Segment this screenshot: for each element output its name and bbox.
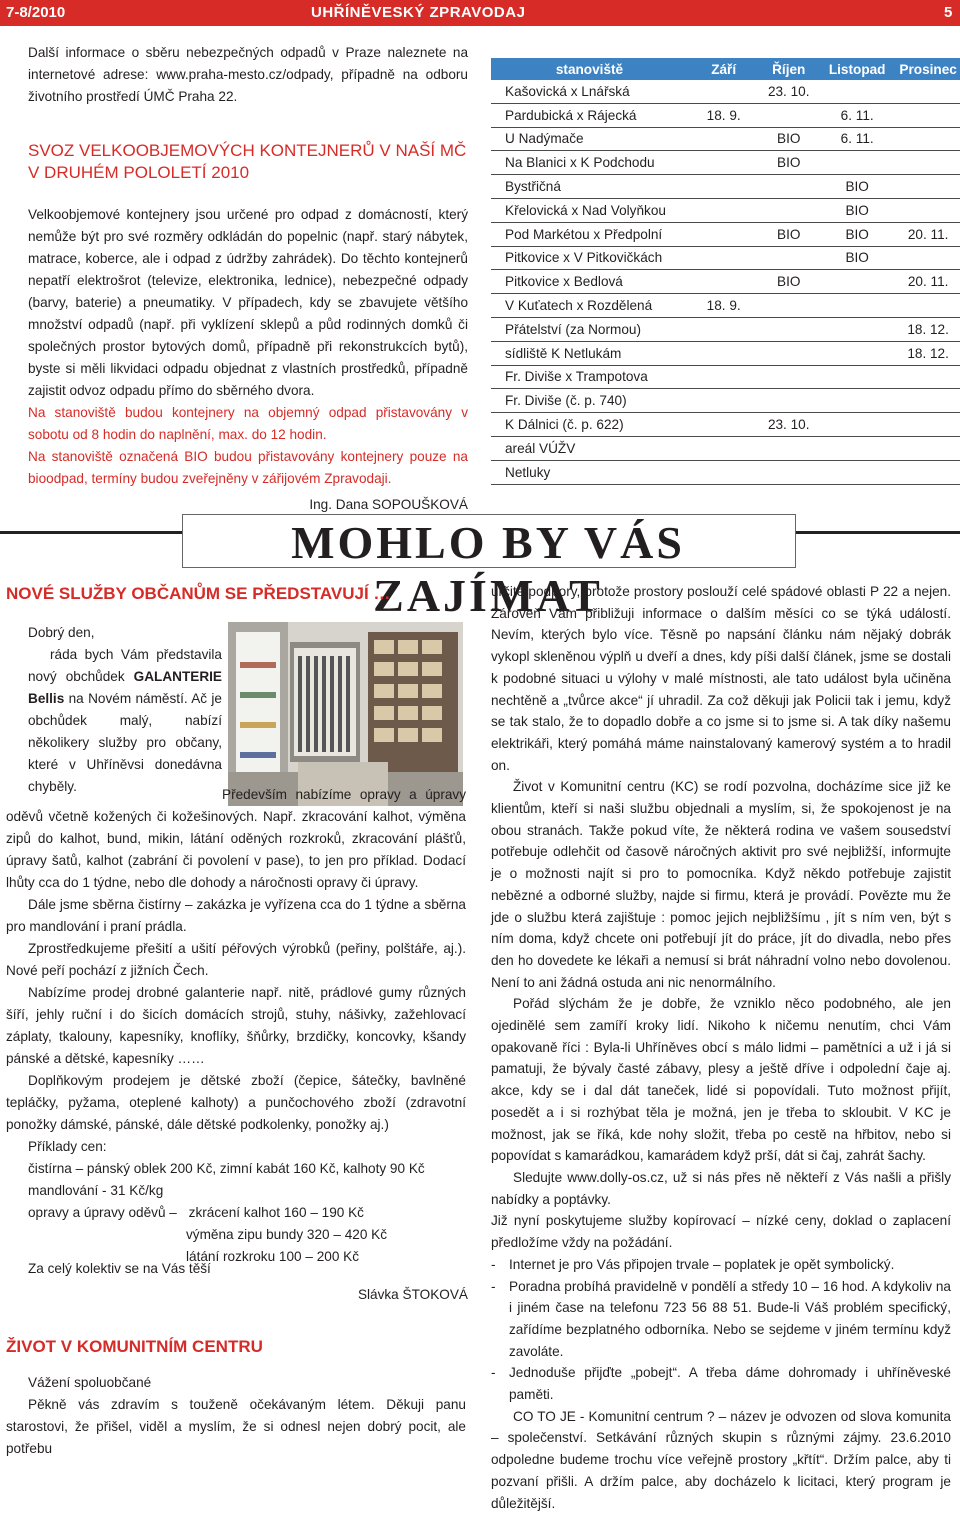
schedule-row: [491, 80, 960, 103]
schedule-date-cell: [818, 413, 896, 437]
article-bulky-waste: [28, 140, 468, 516]
price-example-mangling: mandlování - 31 Kč/kg: [28, 1183, 164, 1198]
price-example-crotch: látání rozkroku 100 – 200 Kč: [186, 1249, 360, 1264]
intro-text-block: [28, 42, 468, 108]
schedule-date-cell: BIO: [759, 222, 818, 246]
schedule-date-cell: [896, 151, 960, 175]
schedule-row: [491, 460, 960, 484]
schedule-date-cell: [896, 80, 960, 103]
bullet-visit: - Jednoduše přijďte „pobejt“. A třeba dáme dohromady i uhříněveské paměti.: [491, 1362, 951, 1405]
article-services-p6: Doplňkovým prodejem je dětské zboží (čepice, šátečky, bavlněné tepláčky, pyžama, oteplené kalhoty) a punčochového zboží (zdravotní ponožky dámské, pánské, dále dětské podkolenky, ponožky aj.): [6, 1073, 466, 1132]
schedule-location-cell: Netluky: [491, 460, 688, 484]
article-services-intro: [28, 622, 222, 798]
schedule-location-cell: areál VÚŽV: [491, 436, 688, 460]
schedule-date-cell: [688, 389, 759, 413]
schedule-date-cell: 6. 11.: [818, 103, 896, 127]
schedule-date-cell: BIO: [759, 127, 818, 151]
bullet-internet-text: Internet je pro Vás připojen trvale – poplatek je opět symbolický.: [509, 1256, 895, 1272]
schedule-date-cell: [688, 270, 759, 294]
schedule-location-cell: sídliště K Netlukám: [491, 341, 688, 365]
schedule-date-cell: 18. 12.: [896, 341, 960, 365]
schedule-date-cell: [818, 317, 896, 341]
schedule-location-cell: Fr. Diviše x Trampotova: [491, 365, 688, 389]
schedule-date-cell: [688, 317, 759, 341]
schedule-date-cell: [759, 198, 818, 222]
article-services-closing: [28, 1258, 468, 1306]
schedule-date-cell: [688, 341, 759, 365]
schedule-date-cell: [688, 436, 759, 460]
schedule-row: [491, 365, 960, 389]
price-examples-label: Příklady cen:: [28, 1139, 107, 1154]
schedule-location-cell: Bystřičná: [491, 175, 688, 199]
schedule-date-cell: [759, 341, 818, 365]
schedule-row: [491, 175, 960, 199]
schedule-location-cell: Přátelství (za Normou): [491, 317, 688, 341]
schedule-date-cell: [818, 80, 896, 103]
schedule-location-cell: Kašovická x Lnářská: [491, 80, 688, 103]
schedule-date-cell: [759, 436, 818, 460]
schedule-date-cell: [818, 341, 896, 365]
shop-name: GALANTERIE Bellis: [28, 669, 222, 706]
schedule-date-cell: BIO: [818, 222, 896, 246]
price-example-alterations-1: zkrácení kalhot 160 – 190 Kč: [188, 1205, 364, 1220]
schedule-row: [491, 222, 960, 246]
schedule-row: [491, 389, 960, 413]
schedule-date-cell: [896, 175, 960, 199]
right-p3: Pořád slýchám že je dobře, že vzniklo něco podobného, ale jen ojedinělé sem zamíří kroky lidí. Nikoho k ničemu nenutím, chci Vám opakovaně říci : Byla-li Uhříněves obcí s málo lidmi – pamětníci a už i já si pamatuji, že bývaly časté zábavy, plesy a ještě dříve i odpolední čaje aj. akce, kdy se i dal dát taneček, lidé si popovídali. Tuto možnost přijít, posedět a i si rozhýbat těla je možná, jen je třeba to skloubit. V KC je možnost, jak se říká, kde nohy složit, třeba po cestě na hřbitov, nebo si popovídat s kamarádkou, kamarádem když prší, dát si čaj, zahrát šachy.: [491, 996, 951, 1164]
schedule-date-cell: [759, 246, 818, 270]
schedule-date-cell: [896, 436, 960, 460]
schedule-date-cell: [759, 317, 818, 341]
schedule-date-cell: [818, 460, 896, 484]
price-example-cleaning: čistírna – pánský oblek 200 Kč, zimní kabát 160 Kč, kalhoty 90 Kč: [28, 1161, 425, 1176]
article-community-greeting: Vážení spoluobčané: [28, 1375, 152, 1390]
collection-schedule-table: [491, 58, 960, 485]
schedule-body: [491, 80, 960, 484]
bullet-counseling-text: Poradna probíhá pravidelně v pondělí a středy 10 – 16 hod. A kdykoliv na i jiném čase na telefonu 723 56 88 51. Bude-li Váš problém specifický, zařídíme bezplatného odborníka. Nebo se sejdeme v jiném termínu když zavoláte.: [509, 1278, 951, 1359]
schedule-date-cell: 20. 11.: [896, 270, 960, 294]
schedule-location-cell: Fr. Diviše (č. p. 740): [491, 389, 688, 413]
bullet-internet: - Internet je pro Vás připojen trvale – poplatek je opět symbolický.: [491, 1254, 951, 1276]
schedule-date-cell: BIO: [818, 246, 896, 270]
schedule-row: [491, 317, 960, 341]
community-center-continued: [491, 581, 951, 1514]
article-services-body-main: [6, 784, 466, 1268]
schedule-date-cell: [896, 294, 960, 318]
col-header-location: stanoviště: [491, 58, 688, 80]
schedule-date-cell: [896, 413, 960, 437]
schedule-date-cell: [759, 389, 818, 413]
page-header-bar: [0, 0, 960, 26]
right-p2: Život v Komunitní centru (KC) se rodí pozvolna, docházíme sice již ke klientům, kteří si naši službu objednali a myslím, si, že spokojenost je na obou stranách. Takže pokud víte, že některá rodina ve vašem sousedství potřebuje odlehčit od časově náročných aktivit pro své nejbližší, informujte je o možnosti najít si pro to pomocníka. Když někdo potřebuje zajistit nebězné a odborné služby, najde si firmu, která je provádí. Povězte mu že jde o službu která zajištuje : pomoc jejich nejbližšímu , jít s ním ven, být s ním doma, když chcete oni potřebují jít do práce, jít do divadla, nebo přes den ho dovedete ke lékaři a nemusí si brát náhradní volno nebo dovolenou. Není to ani žádná ostuda ani nic nenormálního.: [491, 779, 951, 990]
article-bulky-waste-p2: Na stanoviště budou kontejnery na objemný odpad přistavovány v sobotu od 8 hodin do naplnění, max. do 12 hodin.: [28, 405, 468, 442]
article-services-p2-text: Především nabízíme opravy a úpravy oděvů včetně kožených či kožešinových. Např. zkracování kalhot, výměna zipů do kalhot, bund, mikin, látání oděných rozkroků, zkracování plášťů, úpravy šatů, kalhot (zabrání či povolení v pase), to jen pro příklad. Dodací lhůty cca do 1 týdne, nebo dle dohody a náročnosti opravy či úpravy.: [6, 787, 466, 890]
schedule-date-cell: [896, 246, 960, 270]
price-example-alterations-label: opravy a úpravy oděvů –: [28, 1205, 177, 1220]
schedule-row: [491, 341, 960, 365]
bullet-counseling: - Poradna probíhá pravidelně v pondělí a středy 10 – 16 hod. A kdykoliv na i jiném čase na telefonu 723 56 88 51. Bude-li Váš problém specifický, zařídíme bezplatného odborníka. Nebo se sejdeme v jiném termínu když zavoláte.: [491, 1276, 951, 1363]
schedule-location-cell: V Kuťatech x Rozdělená: [491, 294, 688, 318]
schedule-row: [491, 436, 960, 460]
schedule-date-cell: [818, 294, 896, 318]
schedule-date-cell: [896, 460, 960, 484]
article-services-greeting: Dobrý den,: [28, 625, 95, 640]
page-number: 5: [944, 4, 953, 21]
shop-photo: [228, 622, 463, 806]
article-services-closing-text: Za celý kolektiv se na Vás těší: [28, 1261, 211, 1276]
article-community-p1: Pěkně vás zdravím s touženě očekávaným létem. Děkuji panu starostovi, že přišel, viděl a myslím, že si odnesl nejen dobrý pocit, ale potřebu: [6, 1397, 466, 1456]
schedule-location-cell: Pitkovice x V Pitkovičkách: [491, 246, 688, 270]
article-bulky-waste-title: SVOZ VELKOOBJEMOVÝCH KONTEJNERŮ V NAŠÍ MČ V DRUHÉM POLOLETÍ 2010: [28, 141, 467, 182]
schedule-row: [491, 198, 960, 222]
schedule-location-cell: Pardubická x Rájecká: [491, 103, 688, 127]
article-community-title: ŽIVOT V KOMUNITNÍM CENTRU: [6, 1337, 263, 1356]
schedule-date-cell: BIO: [818, 175, 896, 199]
schedule-date-cell: [759, 294, 818, 318]
schedule-location-cell: K Dálnici (č. p. 622): [491, 413, 688, 437]
schedule-date-cell: [688, 413, 759, 437]
schedule-date-cell: [818, 436, 896, 460]
schedule-date-cell: 20. 11.: [896, 222, 960, 246]
schedule-date-cell: BIO: [818, 198, 896, 222]
right-p6: CO TO JE - Komunitní centrum ? – název je odvozen od slova komunita – společenství. Setkávání různých skupin s různými zájmy. 23.6.2010 odpoledne budeme trochu více veřejně prostory „křtít“. Držím palce, aby ti pozvaní přišli. A držím palce, aby docházelo k licitaci, který program je důležitější.: [491, 1408, 951, 1511]
article-services-p1-b: na Novém náměstí. Ač je obchůdek malý, nabízí několikery služby pro občany, které v Uhříněvsi donedávna chyběly.: [28, 691, 222, 794]
col-header-december: Prosinec: [896, 58, 960, 80]
schedule-date-cell: [688, 127, 759, 151]
schedule-date-cell: [896, 365, 960, 389]
article-bulky-waste-p1: Velkoobjemové kontejnery jsou určené pro odpad z domácností, který nemůže být pro své rozměry odkládán do popelnic (např. starý nábytek, matrace, koberce, ale i odpad z údržby zahrádek). Do těchto kontejnerů nepatří elektrošrot (televize, elektronika, lednice), nebezpečné odpady (barvy, baterie) a pneumatiky. V případech, kdy se zbavujete většího množství odpadů (např. při vyklízení sklepů a půd rodinných domků či společných prostor bytových domů, případně při rekonstrukcích bytů), byste si měli likvidaci odpadu objednat z vlastních prostředků, případně zajistit odvoz odpadu přímo do sběrného dvora.: [28, 207, 468, 398]
schedule-date-cell: [818, 365, 896, 389]
schedule-date-cell: [818, 151, 896, 175]
price-example-zip: výměna zipu bundy 320 – 420 Kč: [186, 1227, 388, 1242]
article-services-p5: Nabízíme prodej drobné galanterie např. nitě, prádlové gumy různých šíří, jehly ruční i do šicích domácích strojů, stuhy, nášivky, zažehlovací záplaty, tkalouny, kapesníky, knoflíky, šňůrky, brzdičky, koncovky, kšandy pánské a dětské, kapesníky ……: [6, 985, 466, 1066]
shop-interior-image: [228, 622, 463, 806]
article-services-heading-wrap: [6, 583, 466, 605]
schedule-row: [491, 270, 960, 294]
schedule-date-cell: [896, 389, 960, 413]
banner-title: MOHLO BY VÁS ZAJÍMAT: [291, 517, 685, 621]
schedule-date-cell: 23. 10.: [759, 413, 818, 437]
schedule-date-cell: 18. 9.: [688, 294, 759, 318]
schedule-date-cell: 18. 9.: [688, 103, 759, 127]
schedule-date-cell: 6. 11.: [818, 127, 896, 151]
schedule-date-cell: [688, 151, 759, 175]
article-services-title: NOVÉ SLUŽBY OBČANŮM SE PŘEDSTAVUJÍ …: [6, 584, 391, 603]
schedule-date-cell: 23. 10.: [759, 80, 818, 103]
schedule-location-cell: Pod Markétou x Předpolní: [491, 222, 688, 246]
schedule-date-cell: [759, 460, 818, 484]
schedule-header: [491, 58, 960, 80]
schedule-row: [491, 294, 960, 318]
schedule-date-cell: [688, 198, 759, 222]
article-services-p1: [28, 644, 222, 798]
schedule-date-cell: [759, 103, 818, 127]
schedule-row: [491, 246, 960, 270]
col-header-october: Říjen: [759, 58, 818, 80]
schedule-date-cell: [759, 365, 818, 389]
schedule-date-cell: 18. 12.: [896, 317, 960, 341]
schedule-date-cell: [818, 389, 896, 413]
schedule-date-cell: [818, 270, 896, 294]
right-p5: Již nyní poskytujeme služby kopírovací – nízké ceny, doklad o zaplacení předložíme vždy na požádání.: [491, 1213, 951, 1251]
price-example-alterations: [6, 1202, 466, 1224]
schedule-row: [491, 413, 960, 437]
article-bulky-waste-signature: Ing. Dana SOPOUŠKOVÁ: [309, 497, 468, 512]
schedule-date-cell: [688, 460, 759, 484]
right-p1: určité podpory, protože prostory poslouží celé spádové oblasti P 22 a nejen. Zároveň Vám přibližuji informace o dalším měsíci co se týká událostí. Nevím, kterých bylo více. Těsně po napsání článku nám nějaký dobrák vykopl skleněnou výplň u dveří a dnes, kdy píši další článek, jsme se dostali k podobné situaci u výlohy v malé místnosti, ale tato událost byla učiněna nechtěně a „tvůrce akce“ jí uhradil. Za což děkuji jak Policii tak i jemu, když se tak stalo, že to dopadlo dobře a co jsme si to jsme si. A tak díky našemu elektrikáři, který pomáhá máme nainstalovaný kamerový systém a to hradil on.: [491, 584, 951, 773]
schedule-date-cell: BIO: [759, 151, 818, 175]
schedule-row: [491, 103, 960, 127]
col-header-november: Listopad: [818, 58, 896, 80]
article-community-center: [6, 1336, 466, 1460]
intro-paragraph: Další informace o sběru nebezpečných odpadů v Praze naleznete na internetové adrese: www.praha-mesto.cz/odpady, případně na odboru životního prostředí ÚMČ Praha 22.: [28, 45, 468, 104]
schedule-location-cell: U Nadýmače: [491, 127, 688, 151]
schedule-date-cell: [688, 365, 759, 389]
article-services-p1-a: ráda bych Vám představila nový obchůdek: [28, 647, 222, 684]
schedule-location-cell: Křelovická x Nad Volyňkou: [491, 198, 688, 222]
article-services-signature: Slávka ŠTOKOVÁ: [357, 1287, 468, 1302]
schedule-location-cell: Pitkovice x Bedlová: [491, 270, 688, 294]
right-p4: Sledujte www.dolly-os.cz, už si nás přes ně někteří z Vás našli a přišly nabídky a poptávky.: [491, 1169, 951, 1207]
article-services-p3: Dále jsme sběrna čistírny – zakázka je vyřízena cca do 1 týdne a sběrna pro mandlování i praní prádla.: [6, 897, 466, 934]
article-services-p4: Zprostředkujeme přešití a ušití péřových výrobků (peřiny, polštáře, aj.). Nové peří pochází z jižních Čech.: [6, 941, 466, 978]
article-bulky-waste-p3: Na stanoviště označená BIO budou přistavovány kontejnery pouze na bioodpad, termíny budou zveřejněny v zářijovém Zpravodaji.: [28, 449, 468, 486]
bullet-visit-text: Jednoduše přijďte „pobejt“. A třeba dáme dohromady i uhříněveské paměti.: [509, 1365, 951, 1403]
schedule-date-cell: [896, 198, 960, 222]
schedule-location-cell: Na Blanici x K Podchodu: [491, 151, 688, 175]
schedule-date-cell: [688, 175, 759, 199]
schedule-date-cell: [688, 80, 759, 103]
issue-number: 7-8/2010: [6, 4, 66, 21]
schedule-date-cell: BIO: [759, 270, 818, 294]
schedule-date-cell: [896, 127, 960, 151]
schedule-date-cell: [688, 222, 759, 246]
newsletter-title: UHŘÍNĚVESKÝ ZPRAVODAJ: [311, 4, 526, 21]
article-services-p2: [6, 784, 466, 894]
schedule-date-cell: [688, 246, 759, 270]
schedule-row: [491, 151, 960, 175]
col-header-september: Září: [688, 58, 759, 80]
schedule-row: [491, 127, 960, 151]
schedule-date-cell: [896, 103, 960, 127]
schedule-date-cell: [759, 175, 818, 199]
